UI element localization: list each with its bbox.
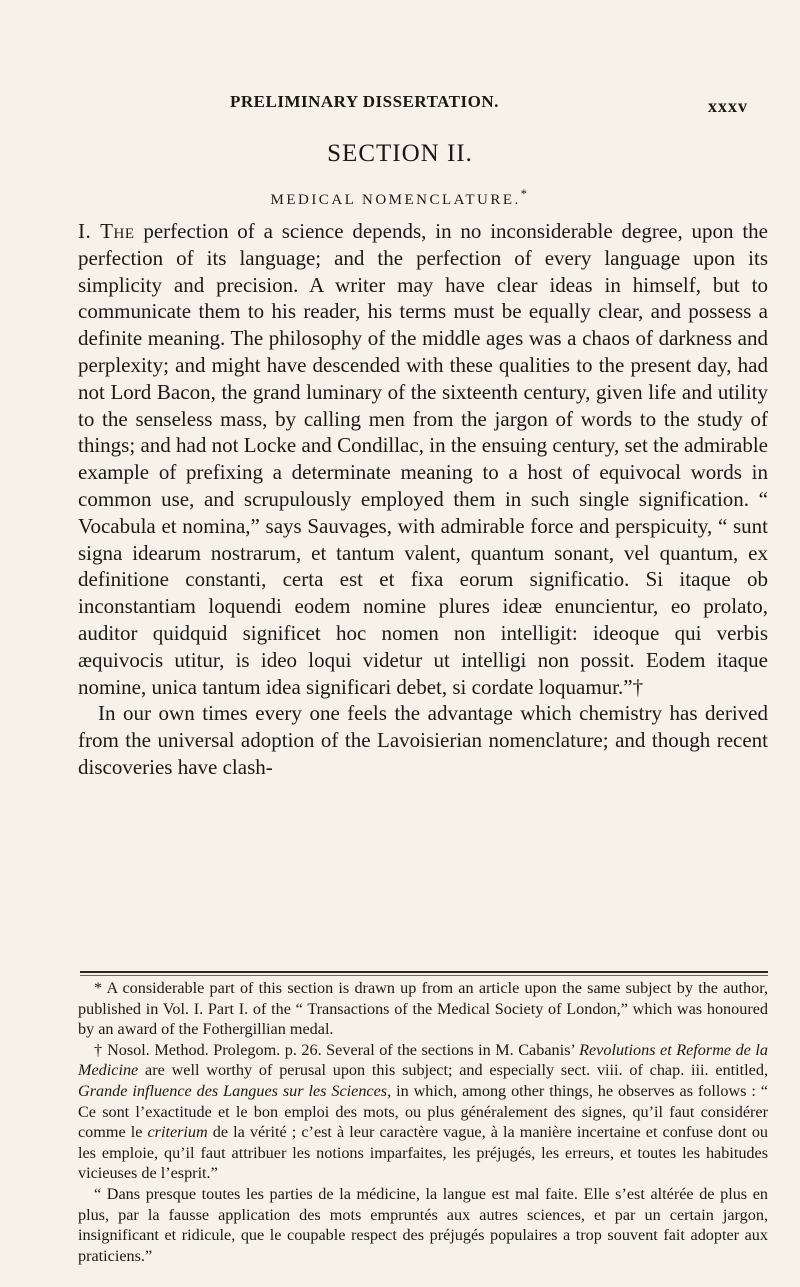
- footnote-1: * A considerable part of this section is drawn up from an article upon the same subject by the author, published in Vol. I. Part I. of the “ Transactions of the Medical Society of London,” which was honoured by an award of the Fothergillian medal.: [78, 979, 768, 1039]
- section-subtitle-text: MEDICAL NOMENCLATURE.: [270, 192, 521, 208]
- footnote-2-part-a: † Nosol. Method. Prolegom. p. 26. Several of the sections in M. Cabanis’: [94, 1040, 580, 1059]
- footnote-2-title-cabanis: Revolutions et Reforme de la Medicine: [78, 1040, 768, 1080]
- footnote-rule: [80, 971, 768, 973]
- footnote-2-criterium: criterium: [147, 1123, 208, 1142]
- section-subtitle: [0, 187, 800, 209]
- running-header-title: PRELIMINARY DISSERTATION.: [230, 92, 499, 111]
- paragraph-1-text: perfection of a science depends, in no inconsiderable degree, upon the perfection of its language; and the perfection of every language upon its simplicity and precision. A writer may have clear ideas in himself, but to communicate them to his reader, his terms must be equally clear, and possess a definite meaning. The philosophy of the middle ages was a chaos of darkness and perplexity; and might have descended with these qualities to the present day, had not Lord Bacon, the grand luminary of the sixteenth century, given life and utility to the senseless mass, by calling men from the jargon of words to the study of things; and had not Locke and Condillac, in the ensuing century, set the admirable example of prefixing a determinate meaning to a host of equivocal words in common use, and scrupulously employed them in such single signification. “ Vocabula et nomina,” says Sauvages, with admirable force and perspicuity, “ sunt signa idearum nostrarum, et tantum valent, quantum sonant, vel quantum, ex definitione constanti, certa est et fixa eorum significatio. Si itaque ob inconstantiam loquendi eodem nomine plures ideæ enuncientur, eo prolato, auditor quidquid significet hoc nomen non intelligit: ideoque qui verbis æquivocis utitur, is ideo loqui videtur ut intelligi non possit. Eodem itaque nomine, unica tantum idea significari debet, si cordate loquamur.”†: [78, 219, 769, 699]
- paragraph-1-lead: I. The: [78, 219, 135, 243]
- footnote-2-title-grande: Grande influence des Langues sur les Sciences: [78, 1081, 388, 1100]
- page-number: xxxv: [708, 96, 748, 116]
- section-heading: SECTION II.: [327, 140, 473, 167]
- footnote-3: “ Dans presque toutes les parties de la médicine, la langue est mal faite. Elle s’est altérée de plus en plus, par la fausse application des mots empruntés aux autres sciences, et par un certain jargon, insignificant et ridicule, que le coupable respect des préjugés populaires a trop souvent fait adopter aux praticiens.”: [78, 1184, 768, 1265]
- paragraph-2: In our own times every one feels the advantage which chemistry has derived from the universal adoption of the Lavoisierian nomenclature; and though recent discoveries have clash-: [78, 701, 768, 779]
- footnote-2-part-g: de la vérité ; c’est à leur caractère vague, à la manière incertaine et confuse dont ou les emploie, qu’il faut attribuer les notions imparfaites, les préjugés, les erreurs, et toutes les habitudes vicieuses de l’esprit.”: [78, 1123, 769, 1183]
- footnote-2: [78, 1040, 768, 1184]
- footnotes: [78, 978, 768, 1266]
- footnote-2-part-c: are well worthy of perusal upon this subject; and especially sect. viii. of chap. iii. entitled,: [138, 1061, 768, 1080]
- footnote-marker: *: [520, 187, 530, 201]
- main-text: [78, 218, 768, 781]
- footnote-rule-thin: [80, 975, 768, 976]
- footnote-2-part-e: , in which, among other things, he observes as follows : “ Ce sont l’exactitude et le bon emploi des mots, ou plus généralement des signes, qu’il faut considérer comme le: [78, 1081, 768, 1142]
- paragraph-1: [78, 218, 768, 700]
